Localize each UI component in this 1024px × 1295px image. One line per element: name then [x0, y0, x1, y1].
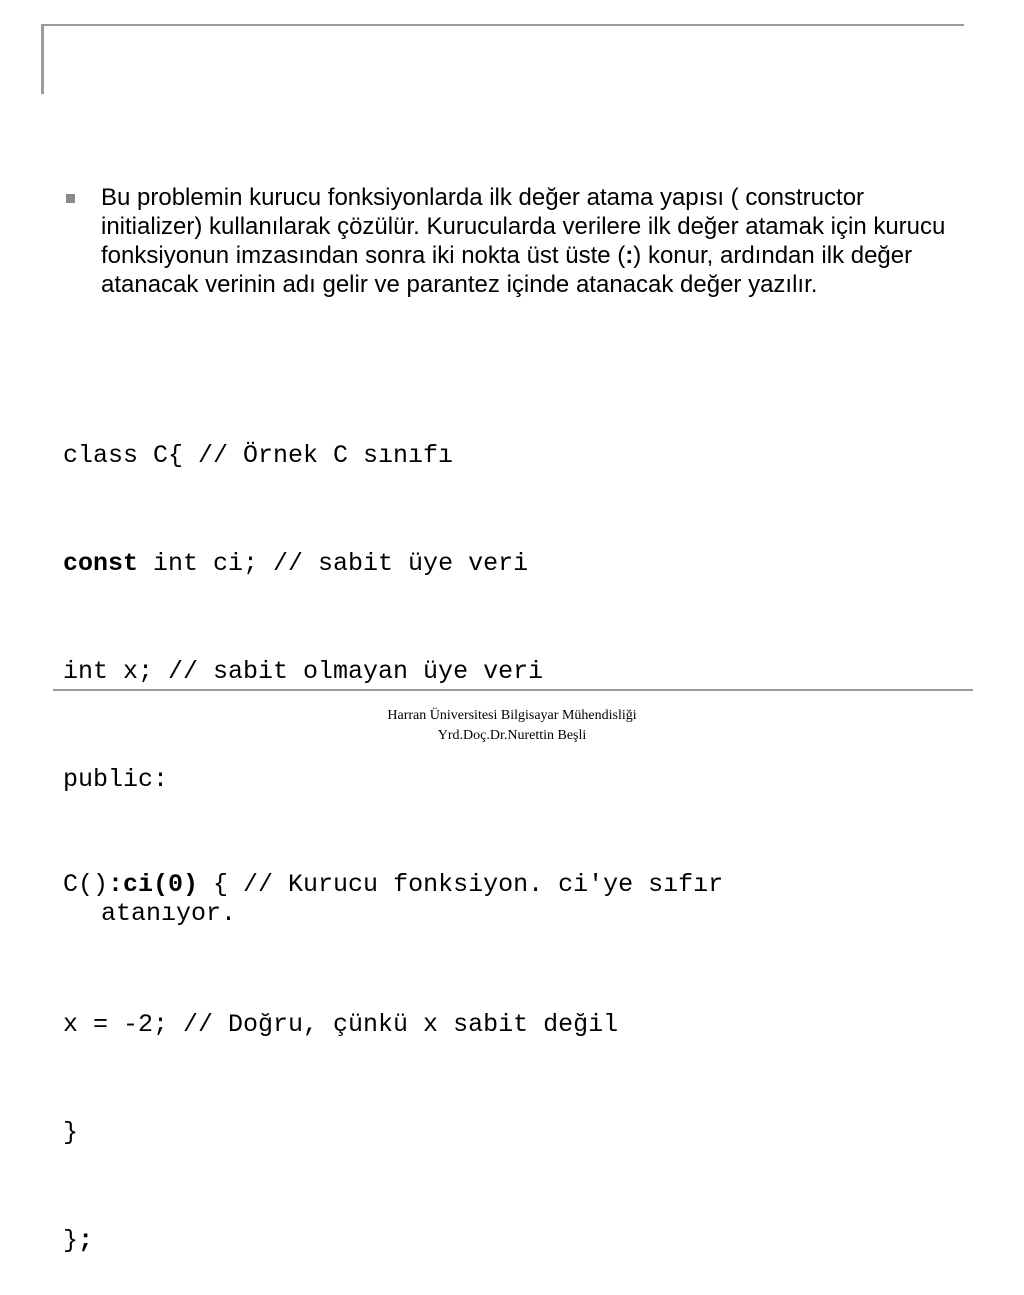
code-line-5-ctor: C()	[63, 870, 109, 899]
slide-footer	[262, 706, 762, 746]
code-keyword-const: const	[63, 549, 139, 578]
code-line-3: int x; // sabit olmayan üye veri	[63, 657, 544, 686]
code-line-8-semicolon: ;	[78, 1226, 94, 1255]
bullet-text-colon: :	[625, 242, 634, 269]
slide-frame-left-rule	[41, 24, 44, 94]
code-line-2-rest: int ci; // sabit üye veri	[138, 549, 529, 578]
slide-frame-top-rule	[41, 24, 964, 26]
code-line-5-comment: { // Kurucu fonksiyon. ci'ye sıfır	[198, 870, 724, 899]
code-line-5-continuation: atanıyor.	[101, 899, 237, 928]
bullet-text	[101, 183, 961, 299]
footer-author: Yrd.Doç.Dr.Nurettin Beşli	[437, 728, 587, 743]
code-line-7: }	[63, 1118, 79, 1147]
code-line-1: class C{ // Örnek C sınıfı	[63, 441, 454, 470]
code-line-8-brace: }	[63, 1226, 79, 1255]
code-line-6: x = -2; // Doğru, çünkü x sabit değil	[63, 1010, 619, 1039]
footer-rule	[53, 689, 973, 691]
bullet-text-part2: ) konur, ardından ilk değer atanacak verinin adı gelir ve parantez içinde atanacak değer yazılır.	[101, 242, 913, 298]
code-line-4: public:	[63, 765, 169, 794]
square-bullet-icon	[66, 194, 75, 203]
bullet-text-part1: Bu problemin kurucu fonksiyonlarda ilk değer atama yapısı ( constructor initializer) kullanılarak çözülür. Kurucularda verilere ilk değer atamak için kurucu fonksiyonun imzasından sonra iki nokta üst üste (	[101, 184, 946, 269]
code-block	[63, 366, 963, 1295]
footer-institution: Harran Üniversitesi Bilgisayar Mühendisliği	[387, 708, 637, 723]
code-initializer: :ci(0)	[108, 870, 199, 899]
code-line-8	[63, 1223, 963, 1259]
code-line-2	[63, 546, 963, 582]
code-line-5	[63, 870, 963, 928]
